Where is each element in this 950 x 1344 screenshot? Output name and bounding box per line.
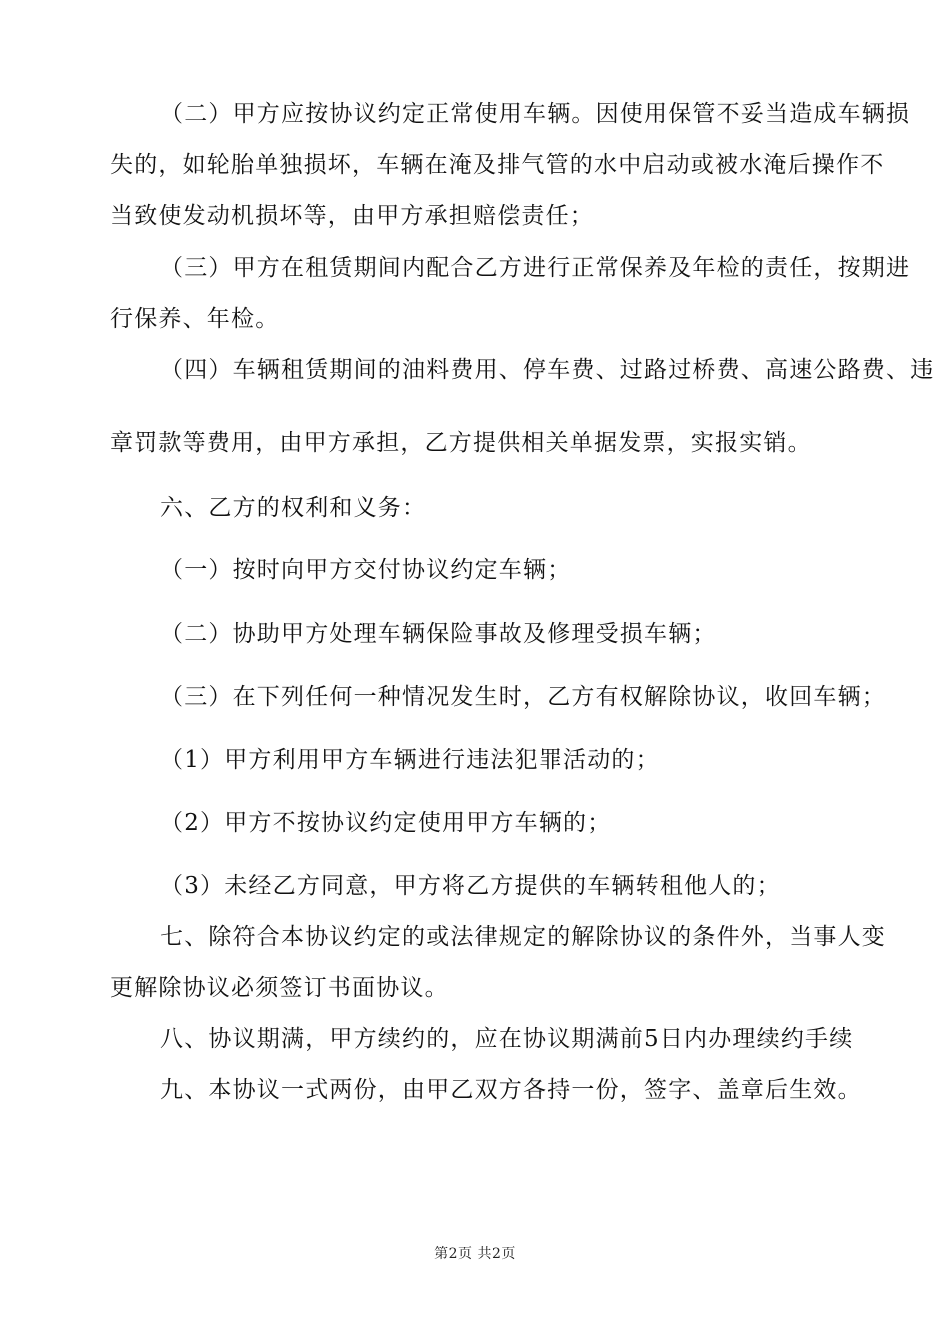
list-item: （3）未经乙方同意，甲方将乙方提供的车辆转租他人的；	[160, 873, 781, 899]
list-item: （一）按时向甲方交付协议约定车辆；	[160, 557, 572, 583]
paragraph-line: （四）车辆租赁期间的油料费用、停车费、过路过桥费、高速公路费、违	[160, 357, 935, 383]
paragraph-line: 更解除协议必须签订书面协议。	[110, 975, 449, 1001]
list-item: （二）协助甲方处理车辆保险事故及修理受损车辆；	[160, 621, 717, 647]
page-number-footer: 第2页 共2页	[434, 1246, 516, 1262]
section-heading: 七、除符合本协议约定的或法律规定的解除协议的条件外，当事人变	[160, 924, 886, 950]
paragraph-line: 章罚款等费用，由甲方承担，乙方提供相关单据发票，实报实销。	[110, 430, 812, 456]
paragraph-line: （二）甲方应按协议约定正常使用车辆。因使用保管不妥当造成车辆损	[160, 101, 911, 127]
list-item: （2）甲方不按协议约定使用甲方车辆的；	[160, 810, 612, 836]
paragraph-line: 行保养、年检。	[110, 306, 280, 332]
section-heading: 六、乙方的权利和义务：	[160, 495, 427, 521]
paragraph-line: （三）甲方在租赁期间内配合乙方进行正常保养及年检的责任，按期进	[160, 255, 911, 281]
section-heading: 八、协议期满，甲方续约的，应在协议期满前5日内办理续约手续	[160, 1026, 854, 1052]
list-item: （三）在下列任何一种情况发生时，乙方有权解除协议，收回车辆；	[160, 684, 886, 710]
paragraph-line: 失的，如轮胎单独损坏，车辆在淹及排气管的水中启动或被水淹后操作不	[110, 152, 885, 178]
list-item: （1）甲方利用甲方车辆进行违法犯罪活动的；	[160, 747, 660, 773]
paragraph-line: 当致使发动机损坏等，由甲方承担赔偿责任；	[110, 203, 594, 229]
section-heading: 九、本协议一式两份，由甲乙双方各持一份，签字、盖章后生效。	[160, 1077, 862, 1103]
